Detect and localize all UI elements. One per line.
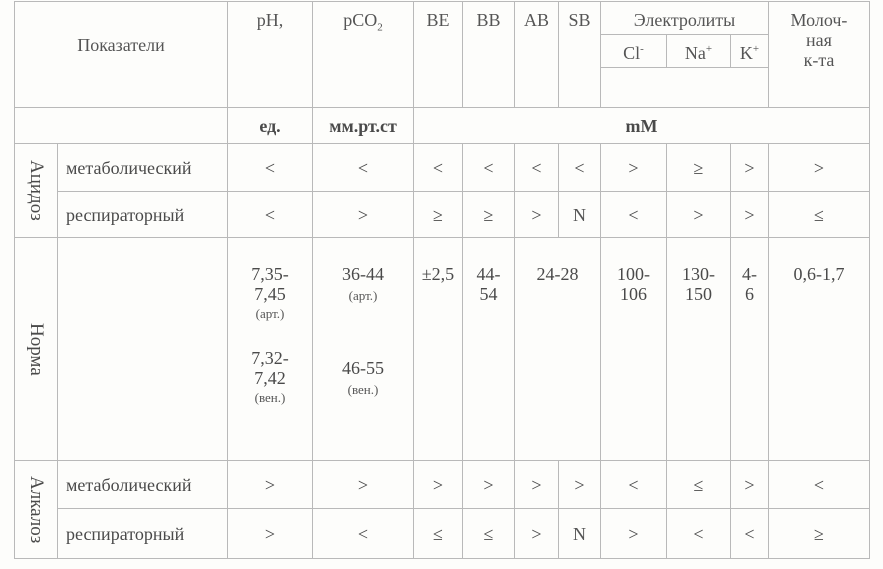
acidosis-label: Ацидоз: [15, 144, 58, 238]
cell-value: >: [228, 461, 313, 509]
ab-header: AB: [515, 2, 559, 108]
cell-value: N: [559, 192, 601, 238]
cell-value: <: [228, 144, 313, 192]
cell-value: <: [414, 144, 463, 192]
norm-cl: 100- 106: [601, 238, 667, 461]
norm-k: 4- 6: [731, 238, 769, 461]
cell-value: >: [731, 192, 769, 238]
norm-bb: 44- 54: [463, 238, 515, 461]
bb-header: BB: [463, 2, 515, 108]
cell-value: <: [313, 144, 414, 192]
acidosis-metabolic-label: метаболический: [58, 144, 228, 192]
cell-value: >: [515, 461, 559, 509]
cell-value: <: [667, 509, 731, 559]
cell-value: >: [601, 509, 667, 559]
norm-ab-sb: 24-28: [515, 238, 601, 461]
alkalosis-metabolic-label: метаболический: [58, 461, 228, 509]
cell-value: >: [559, 461, 601, 509]
acidosis-metabolic-row: [15, 144, 870, 192]
cell-value: ≥: [414, 192, 463, 238]
cell-value: >: [601, 144, 667, 192]
alkalosis-respiratory-row: [15, 509, 870, 559]
alkalosis-label: Алкалоз: [15, 461, 58, 559]
cell-value: >: [414, 461, 463, 509]
cell-value: ≥: [463, 192, 515, 238]
cell-value: <: [559, 144, 601, 192]
cell-value: >: [769, 144, 870, 192]
cell-value: ≤: [463, 509, 515, 559]
cell-value: >: [515, 509, 559, 559]
cell-value: >: [228, 509, 313, 559]
cell-value: >: [313, 192, 414, 238]
norm-row: [15, 238, 870, 461]
cell-value: N: [559, 509, 601, 559]
acidosis-respiratory-row: [15, 192, 870, 238]
cell-value: <: [601, 461, 667, 509]
cell-value: ≥: [769, 509, 870, 559]
na-header: Na+: [667, 35, 731, 68]
acid-base-table: [14, 1, 870, 559]
acidosis-respiratory-label: респираторный: [58, 192, 228, 238]
k-header: K+: [731, 35, 769, 68]
cell-value: ≤: [769, 192, 870, 238]
alkalosis-respiratory-label: респираторный: [58, 509, 228, 559]
cell-value: >: [313, 461, 414, 509]
cell-value: <: [228, 192, 313, 238]
alkalosis-metabolic-row: [15, 461, 870, 509]
cell-value: <: [769, 461, 870, 509]
cell-value: ≤: [414, 509, 463, 559]
cell-value: <: [601, 192, 667, 238]
norm-na: 130- 150: [667, 238, 731, 461]
cell-value: <: [463, 144, 515, 192]
header-row: [15, 2, 870, 35]
electrolytes-header: Электролиты: [601, 2, 769, 35]
indicators-header: Показатели: [15, 2, 228, 108]
cell-value: >: [515, 192, 559, 238]
cell-value: <: [731, 509, 769, 559]
cell-value: >: [731, 461, 769, 509]
pco2-header: pCO$_2$: [313, 2, 414, 108]
norm-pco2: 36-44 (арт.) 46-55 (вен.): [313, 238, 414, 461]
lactic-acid-header: Молоч- ная к-та: [769, 2, 870, 108]
cell-value: ≥: [667, 144, 731, 192]
norm-ph: 7,35- 7,45 (арт.) 7,32- 7,42 (вен.): [228, 238, 313, 461]
ph-header: pH,: [228, 2, 313, 108]
cl-header: Cl-: [601, 35, 667, 68]
norm-label: Норма: [15, 238, 58, 461]
cell-value: <: [515, 144, 559, 192]
pco2-unit: мм.рт.ст: [313, 108, 414, 144]
cell-value: >: [731, 144, 769, 192]
mm-unit: mM: [414, 108, 870, 144]
units-row: [15, 108, 870, 144]
sb-header: SB: [559, 2, 601, 108]
be-header: BE: [414, 2, 463, 108]
norm-be: ±2,5: [414, 238, 463, 461]
cell-value: ≤: [667, 461, 731, 509]
cell-value: >: [463, 461, 515, 509]
ph-unit: ед.: [228, 108, 313, 144]
cell-value: <: [313, 509, 414, 559]
norm-lactic: 0,6-1,7: [769, 238, 870, 461]
cell-value: >: [667, 192, 731, 238]
